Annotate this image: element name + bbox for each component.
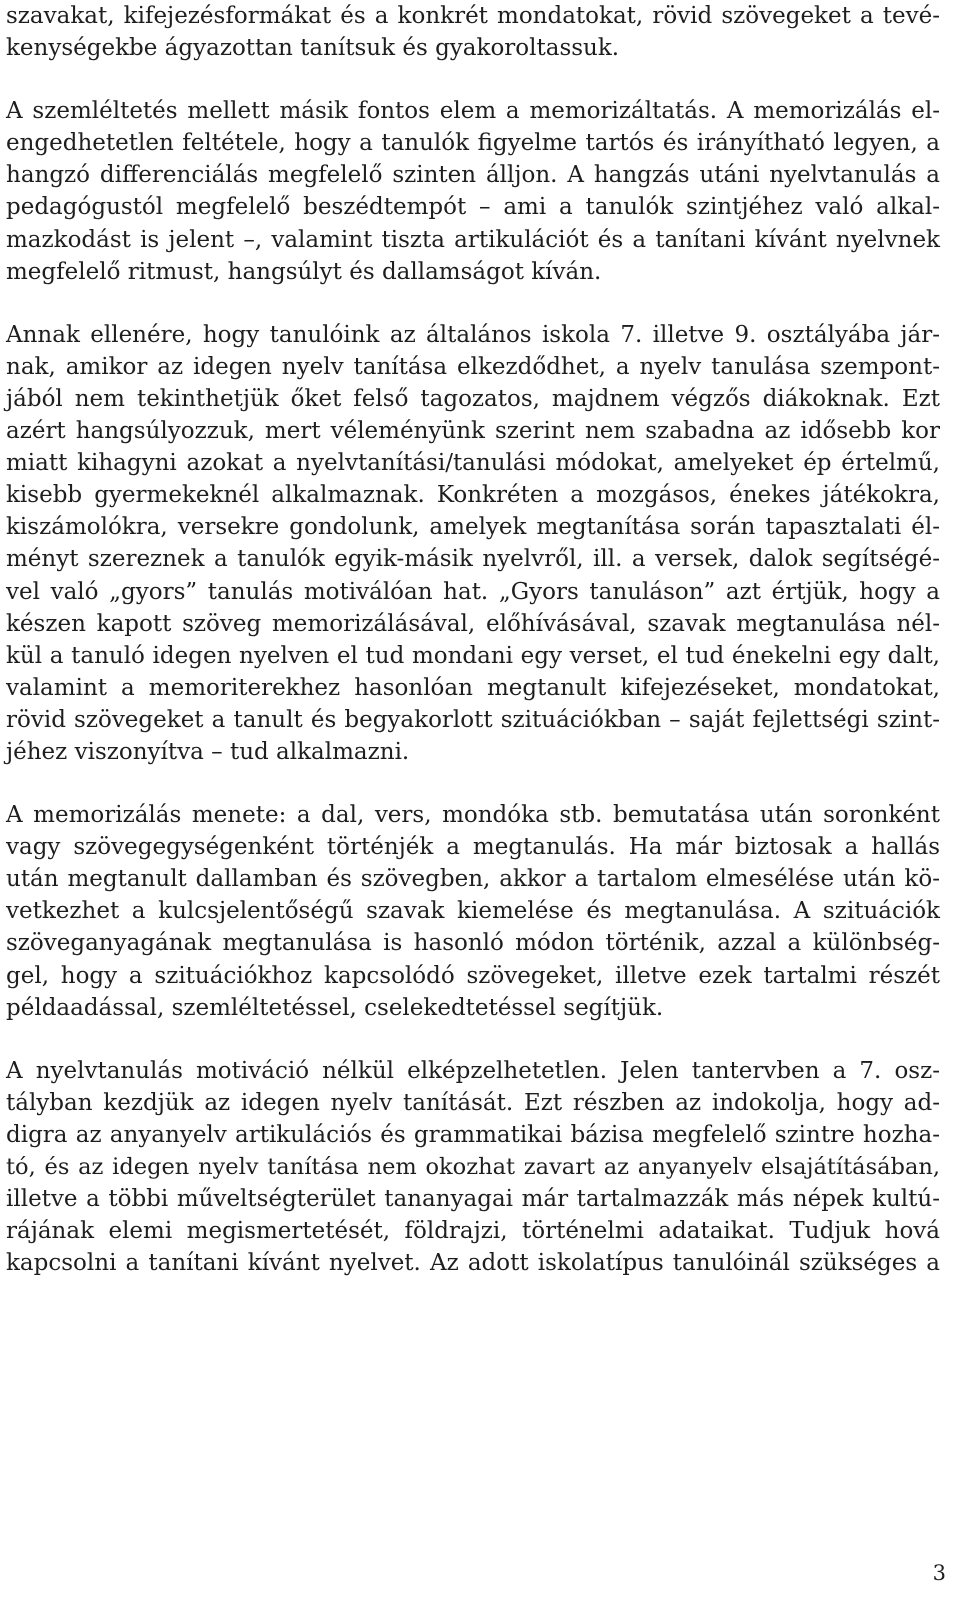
document-body [6,0,940,1279]
text-line: szöveganyagának megtanulása is hasonló módon történik, azzal a különbség- [6,930,940,957]
text-line: rájának elemi megismertetését, földrajzi, történelmi adataikat. Tudjuk hová [6,1218,940,1245]
paragraph-gap [6,768,940,799]
paragraph [6,0,940,64]
page-number: 3 [932,1561,946,1585]
text-line: A szemléltetés mellett másik fontos elem a memorizáltatás. A memorizálás el- [6,98,940,125]
text-line: készen kapott szöveg memorizálásával, előhívásával, szavak megtanulása nél- [6,610,940,637]
text-line: gel, hogy a szituációkhoz kapcsolódó szövegeket, illetve ezek tartalmi részét [6,962,940,989]
text-line: A nyelvtanulás motiváció nélkül elképzelhetetlen. Jelen tantervben a 7. osz- [6,1057,940,1084]
text-line: illetve a többi műveltségterület tananyagai már tartalmazzák más népek kultú- [6,1186,940,1213]
text-line: ményt szereznek a tanulók egyik-másik nyelvről, ill. a versek, dalok segítségé- [6,546,940,573]
text-line: vagy szövegegységenként történjék a megtanulás. Ha már biztosak a hallás [6,834,940,861]
text-line: kenységekbe ágyazottan tanítsuk és gyakoroltassuk. [6,35,620,62]
text-line: hangzó differenciálás megfelelő szinten álljon. A hangzás utáni nyelvtanulás a [6,162,940,189]
text-line: jából nem tekinthetjük őket felső tagozatos, majdnem végzős diákoknak. Ezt [6,385,940,412]
text-line: vel való „gyors” tanulás motiválóan hat. „Gyors tanuláson” azt értjük, hogy a [6,578,940,605]
text-line: megfelelő ritmust, hangsúlyt és dallamságot kíván. [6,258,602,285]
paragraph-gap [6,1024,940,1055]
paragraph [6,95,940,288]
text-line: kiszámolókra, versekre gondolunk, amelyek megtanítása során tapasztalati él- [6,514,940,541]
paragraph-gap [6,64,940,95]
text-line: digra az anyanyelv artikulációs és grammatikai bázisa megfelelő szintre hozha- [6,1121,940,1148]
text-line: tó, és az idegen nyelv tanítása nem okozhat zavart az anyanyelv elsajátításában, [6,1154,940,1180]
text-line: után megtanult dallamban és szövegben, akkor a tartalom elmesélése után kö- [6,866,940,893]
text-line: kisebb gyermekeknél alkalmaznak. Konkréten a mozgásos, énekes játékokra, [6,482,940,509]
text-line: Annak ellenére, hogy tanulóink az általános iskola 7. illetve 9. osztályába jár- [6,321,940,348]
paragraph [6,1055,940,1280]
paragraph [6,319,940,768]
text-line: miatt kihagyni azokat a nyelvtanítási/tanulási módokat, amelyeket ép értelmű, [6,450,940,477]
paragraph-gap [6,288,940,319]
text-line: azért hangsúlyozzuk, mert véleményünk szerint nem szabadna az idősebb kor [6,418,940,445]
text-line: engedhetetlen feltétele, hogy a tanulók figyelme tartós és irányítható legyen, a [6,130,940,157]
text-line: kapcsolni a tanítani kívánt nyelvet. Az adott iskolatípus tanulóinál szükséges a [6,1250,940,1277]
text-line: szavakat, kifejezésformákat és a konkrét mondatokat, rövid szövegeket a tevé- [6,3,940,29]
paragraph [6,799,940,1024]
text-line: pedagógustól megfelelő beszédtempót – ami a tanulók szintjéhez való alkal- [6,194,940,221]
text-line: valamint a memoriterekhez hasonlóan megtanult kifejezéseket, mondatokat, [6,674,940,701]
text-line: tályban kezdjük az idegen nyelv tanítását. Ezt részben az indokolja, hogy ad- [6,1089,940,1116]
text-line: példaadással, szemléltetéssel, cselekedtetéssel segítjük. [6,994,664,1021]
text-line: jéhez viszonyítva – tud alkalmazni. [6,738,410,765]
text-line: A memorizálás menete: a dal, vers, mondóka stb. bemutatása után soronként [6,802,940,829]
text-line: kül a tanuló idegen nyelven el tud mondani egy verset, el tud énekelni egy dalt, [6,642,940,669]
text-line: vetkezhet a kulcsjelentőségű szavak kiemelése és megtanulása. A szituációk [6,898,940,925]
text-line: rövid szövegeket a tanult és begyakorlott szituációkban – saját fejlettségi szint- [6,706,940,733]
text-line: nak, amikor az idegen nyelv tanítása elkezdődhet, a nyelv tanulása szempont- [6,353,940,380]
text-line: mazkodást is jelent –, valamint tiszta artikulációt és a tanítani kívánt nyelvnek [6,226,940,253]
